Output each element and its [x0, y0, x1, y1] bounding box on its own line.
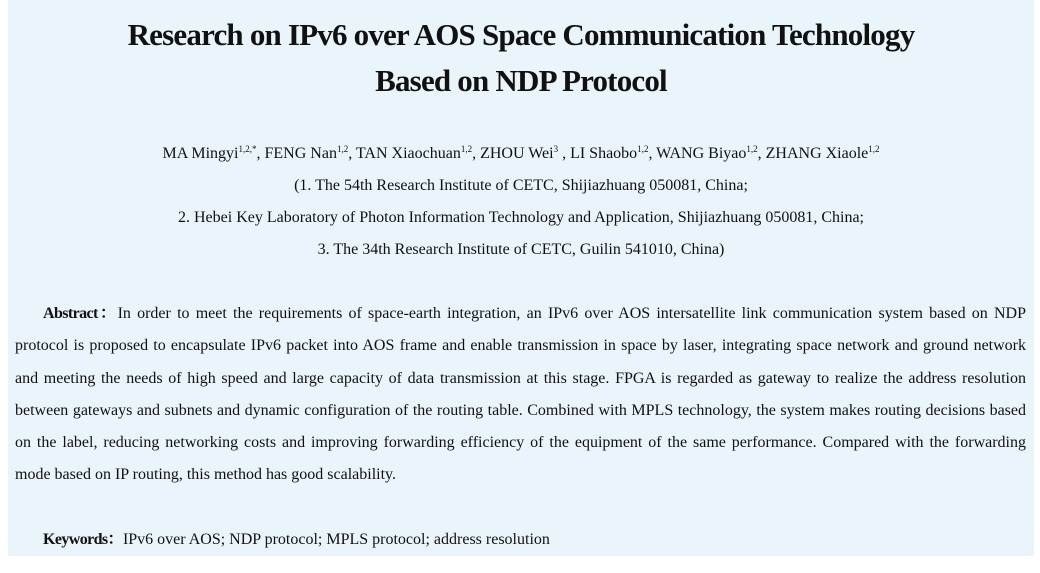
abstract-text: In order to meet the requirements of space-earth integration, an IPv6 over AOS intersatellite link communication system based on NDP protocol is proposed to encapsulate IPv6 packet into AOS frame and enable transmission in space by laser, integrating space network and ground network and meeting the needs of high speed and large capacity of data transmission at this stage. FPGA is regarded as gateway to realize the address resolution between gateways and subnets and dynamic configuration of the routing table. Combined with MPLS technology, the system makes routing decisions based on the label, reducing networking costs and improving forwarding efficiency of the equipment of the same performance. Compared with the forwarding mode based on IP routing, this method has good scalability. [15, 305, 1027, 484]
author-separator: , [558, 145, 571, 162]
affiliation-1: (1. The 54th Research Institute of CETC, Shijiazhuang 050081, China; [294, 177, 748, 194]
author [162, 145, 264, 162]
author-affiliation-marker: 1,2,* [238, 144, 257, 154]
author [766, 145, 880, 162]
author-name: TAN Xiaochuan [355, 145, 461, 162]
title-line-1: Research on IPv6 over AOS Space Communication Technology [127, 17, 915, 52]
author-name: WANG Biyao [656, 145, 747, 162]
author [656, 145, 765, 162]
author [265, 145, 356, 162]
keywords-line [43, 526, 550, 554]
author-affiliation-marker: 1,2 [746, 144, 758, 154]
author [570, 145, 656, 162]
author-separator: , [348, 145, 356, 162]
author [356, 145, 480, 162]
author-list [8, 142, 1034, 166]
author-name: FENG Nan [264, 145, 337, 162]
abstract-paragraph [15, 298, 1026, 492]
keywords-label: Keywords： [43, 531, 123, 548]
author-name: ZHANG Xiaole [765, 145, 869, 162]
abstract-label: Abstract： [43, 305, 118, 322]
author-affiliation-marker: 1,2 [336, 144, 349, 154]
author-separator: , [757, 145, 766, 162]
author [480, 145, 570, 162]
paper-page [8, 0, 1034, 556]
author-affiliation-marker: 1,2 [460, 144, 473, 154]
author-separator: , [256, 145, 265, 162]
author-affiliation-marker: 1,2 [637, 144, 649, 154]
author-affiliation-marker: 1,2 [868, 144, 880, 154]
author-name: ZHOU Wei [480, 145, 554, 162]
paper-title [8, 12, 1034, 104]
title-line-2: Based on NDP Protocol [375, 63, 667, 98]
affiliation-3: 3. The 34th Research Institute of CETC, Guilin 541010, China) [317, 241, 725, 258]
keywords-text: IPv6 over AOS; NDP protocol; MPLS protocol; address resolution [122, 531, 550, 548]
affiliation-2: 2. Hebei Key Laboratory of Photon Information Technology and Application, Shijiazhuang 050081, China; [177, 209, 864, 226]
author-separator: , [648, 145, 657, 162]
author-affiliation-marker: 3 [553, 144, 559, 154]
author-separator: , [472, 145, 481, 162]
author-name: MA Mingyi [162, 145, 239, 162]
author-name: LI Shaobo [570, 145, 638, 162]
